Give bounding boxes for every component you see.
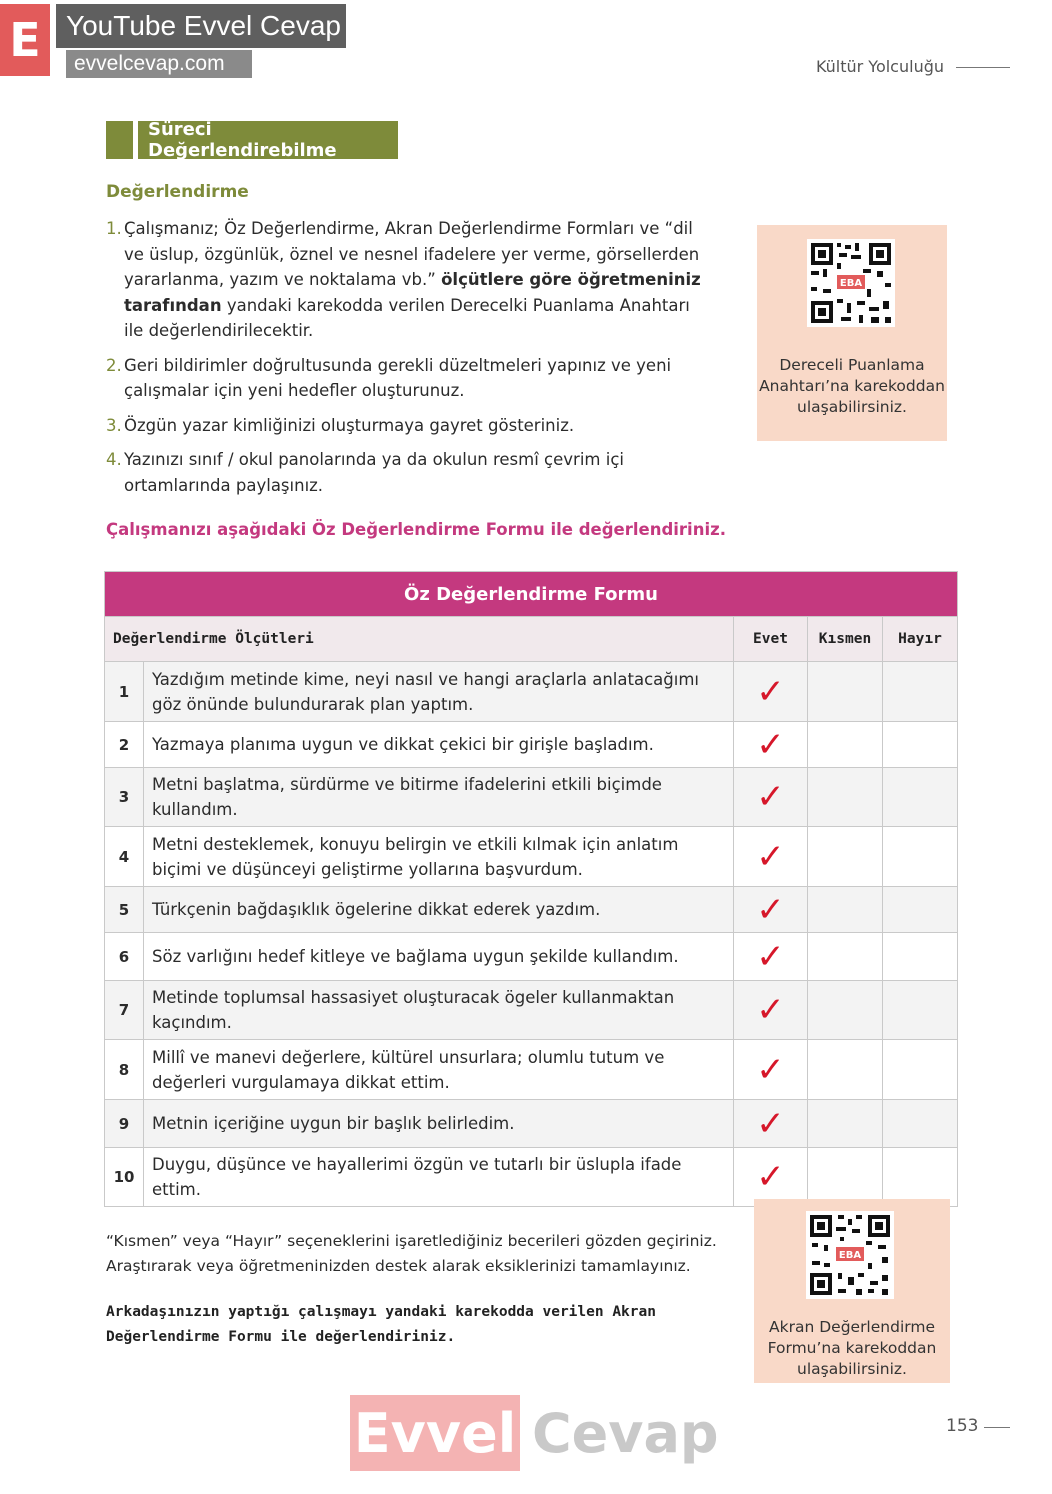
row-criterion: Yazmaya planıma uygun ve dikkat çekici bir girişle başladım. — [144, 722, 734, 768]
check-mark-icon[interactable]: ✓ — [734, 722, 808, 768]
no-cell[interactable] — [883, 1040, 958, 1100]
no-cell[interactable] — [883, 933, 958, 981]
row-criterion: Metni desteklemek, konuyu belirgin ve etkili kılmak için anlatım biçimi ve düşünceyi geliştirme yollarına başvurdum. — [144, 827, 734, 887]
row-number: 1 — [105, 662, 144, 722]
partly-cell[interactable] — [808, 933, 883, 981]
svg-text:EBA: EBA — [839, 278, 863, 289]
row-criterion: Metnin içeriğine uygun bir başlık belirledim. — [144, 1100, 734, 1148]
row-number: 5 — [105, 887, 144, 933]
table-row — [105, 1148, 958, 1207]
col-criteria: Değerlendirme Ölçütleri — [105, 617, 734, 662]
check-mark-icon[interactable]: ✓ — [734, 662, 808, 722]
qr-box-peer-form[interactable] — [754, 1199, 950, 1383]
qr-box-rubric[interactable] — [757, 225, 947, 441]
section-marker — [106, 121, 133, 159]
partly-cell[interactable] — [808, 768, 883, 827]
brand-logo-letter: E — [0, 4, 50, 76]
footer-logo-cevap: Cevap — [532, 1401, 719, 1465]
row-number: 9 — [105, 1100, 144, 1148]
no-cell[interactable] — [883, 887, 958, 933]
step-text: Geri bildirimler doğrultusunda gerekli düzeltmeleri yapınız ve yeni çalışmalar için yeni hedefler oluşturunuz. — [124, 355, 672, 400]
row-number: 2 — [105, 722, 144, 768]
partly-cell[interactable] — [808, 827, 883, 887]
check-mark-icon[interactable]: ✓ — [734, 1100, 808, 1148]
col-partly: Kısmen — [808, 617, 883, 662]
step-text: Yazınızı sınıf / okul panolarında ya da okulun resmî çevrim içi ortamlarında paylaşınız. — [124, 450, 624, 495]
step-number: 4. — [106, 450, 122, 469]
col-yes: Evet — [734, 617, 808, 662]
qr-code-icon[interactable] — [807, 239, 895, 327]
table-row — [105, 887, 958, 933]
row-number: 3 — [105, 768, 144, 827]
self-assessment-form — [104, 571, 958, 1207]
partly-cell[interactable] — [808, 1148, 883, 1207]
step-text: Çalışmanız; Öz Değerlendirme, Akran Değerlendirme Formları ve “dil ve üslup, özgünlük, öznel ve nesnel ifadelere yer verme, görsellerden yararlanma, yazım ve noktalama vb.” — [124, 219, 700, 289]
step-item — [106, 413, 711, 439]
no-cell[interactable] — [883, 1100, 958, 1148]
partly-cell[interactable] — [808, 1100, 883, 1148]
check-mark-icon[interactable]: ✓ — [734, 827, 808, 887]
brand-title: YouTube Evvel Cevap — [56, 4, 346, 48]
table-row — [105, 662, 958, 722]
row-number: 10 — [105, 1148, 144, 1207]
no-cell[interactable] — [883, 768, 958, 827]
step-text-bold: ölçütlere göre öğretmeniniz tarafından — [124, 270, 701, 315]
table-row — [105, 827, 958, 887]
chapter-divider — [956, 67, 1010, 68]
subheading: Değerlendirme — [106, 182, 249, 202]
qr-caption-peer-form: Akran Değerlendirme Formu’na karekoddan ulaşabilirsiniz. — [767, 1318, 937, 1378]
peer-assessment-note: Arkadaşınızın yaptığı çalışmayı yandaki karekodda verilen Akran Değerlendirme Formu ile değerlendiriniz. — [106, 1304, 656, 1345]
step-number: 3. — [106, 415, 122, 435]
brand-url: evvelcevap.com — [66, 50, 252, 78]
row-number: 7 — [105, 981, 144, 1040]
check-mark-icon[interactable]: ✓ — [734, 768, 808, 827]
no-cell[interactable] — [883, 827, 958, 887]
step-text: Özgün yazar kimliğinizi oluşturmaya gayret gösteriniz. — [124, 415, 575, 435]
row-criterion: Metinde toplumsal hassasiyet oluşturacak ögeler kullanmaktan kaçındım. — [144, 981, 734, 1040]
table-row — [105, 768, 958, 827]
form-title: Öz Değerlendirme Formu — [105, 572, 958, 617]
partly-cell[interactable] — [808, 722, 883, 768]
table-row — [105, 1040, 958, 1100]
no-cell[interactable] — [883, 662, 958, 722]
no-cell[interactable] — [883, 722, 958, 768]
table-row — [105, 981, 958, 1040]
review-note: “Kısmen” veya “Hayır” seçeneklerini işaretlediğiniz becerileri gözden geçiriniz. Araştırarak veya öğretmeninizden destek alarak eksiklerinizi tamamlayınız. — [106, 1232, 717, 1275]
check-mark-icon[interactable]: ✓ — [734, 887, 808, 933]
step-number: 1. — [106, 219, 122, 238]
step-number: 2. — [106, 355, 122, 375]
row-criterion: Yazdığım metinde kime, neyi nasıl ve hangi araçlarla anlatacağımı göz önünde bulundurarak plan yaptım. — [144, 662, 734, 722]
col-no: Hayır — [883, 617, 958, 662]
table-row — [105, 1100, 958, 1148]
partly-cell[interactable] — [808, 981, 883, 1040]
svg-text:EBA: EBA — [838, 1250, 862, 1261]
page-number-divider — [984, 1427, 1010, 1428]
step-item — [106, 216, 711, 344]
qr-caption-rubric: Dereceli Puanlama Anahtarı’na karekoddan ulaşabilirsiniz. — [759, 356, 945, 416]
row-number: 8 — [105, 1040, 144, 1100]
qr-code-icon[interactable] — [806, 1211, 894, 1299]
chapter-title: Kültür Yolculuğu — [815, 57, 944, 76]
steps-list — [106, 216, 711, 507]
row-criterion: Metni başlatma, sürdürme ve bitirme ifadelerini etkili biçimde kullandım. — [144, 768, 734, 827]
row-criterion: Duygu, düşünce ve hayallerimi özgün ve tutarlı bir üslupla ifade ettim. — [144, 1148, 734, 1207]
row-criterion: Söz varlığını hedef kitleye ve bağlama uygun şekilde kullandım. — [144, 933, 734, 981]
form-instruction: Çalışmanızı aşağıdaki Öz Değerlendirme Formu ile değerlendiriniz. — [106, 520, 726, 539]
row-number: 4 — [105, 827, 144, 887]
partly-cell[interactable] — [808, 662, 883, 722]
table-row — [105, 722, 958, 768]
check-mark-icon[interactable]: ✓ — [734, 933, 808, 981]
step-item — [106, 447, 711, 498]
row-number: 6 — [105, 933, 144, 981]
check-mark-icon[interactable]: ✓ — [734, 1148, 808, 1207]
table-row — [105, 933, 958, 981]
section-title: Süreci Değerlendirebilme — [138, 121, 398, 159]
partly-cell[interactable] — [808, 887, 883, 933]
step-text-end: yandaki karekodda verilen Derecelki Puanlama Anahtarı ile değerlendirilecektir. — [124, 295, 690, 340]
page-number: 153 — [946, 1416, 979, 1436]
row-criterion: Türkçenin bağdaşıklık ögelerine dikkat ederek yazdım. — [144, 887, 734, 933]
footer-logo-evvel: Evvel — [350, 1395, 520, 1471]
row-criterion: Millî ve manevi değerlere, kültürel unsurlara; olumlu tutum ve değerleri vurgulamaya dikkat ettim. — [144, 1040, 734, 1100]
step-item — [106, 353, 711, 404]
partly-cell[interactable] — [808, 1040, 883, 1100]
no-cell[interactable] — [883, 1148, 958, 1207]
no-cell[interactable] — [883, 981, 958, 1040]
check-mark-icon[interactable]: ✓ — [734, 1040, 808, 1100]
check-mark-icon[interactable]: ✓ — [734, 981, 808, 1040]
